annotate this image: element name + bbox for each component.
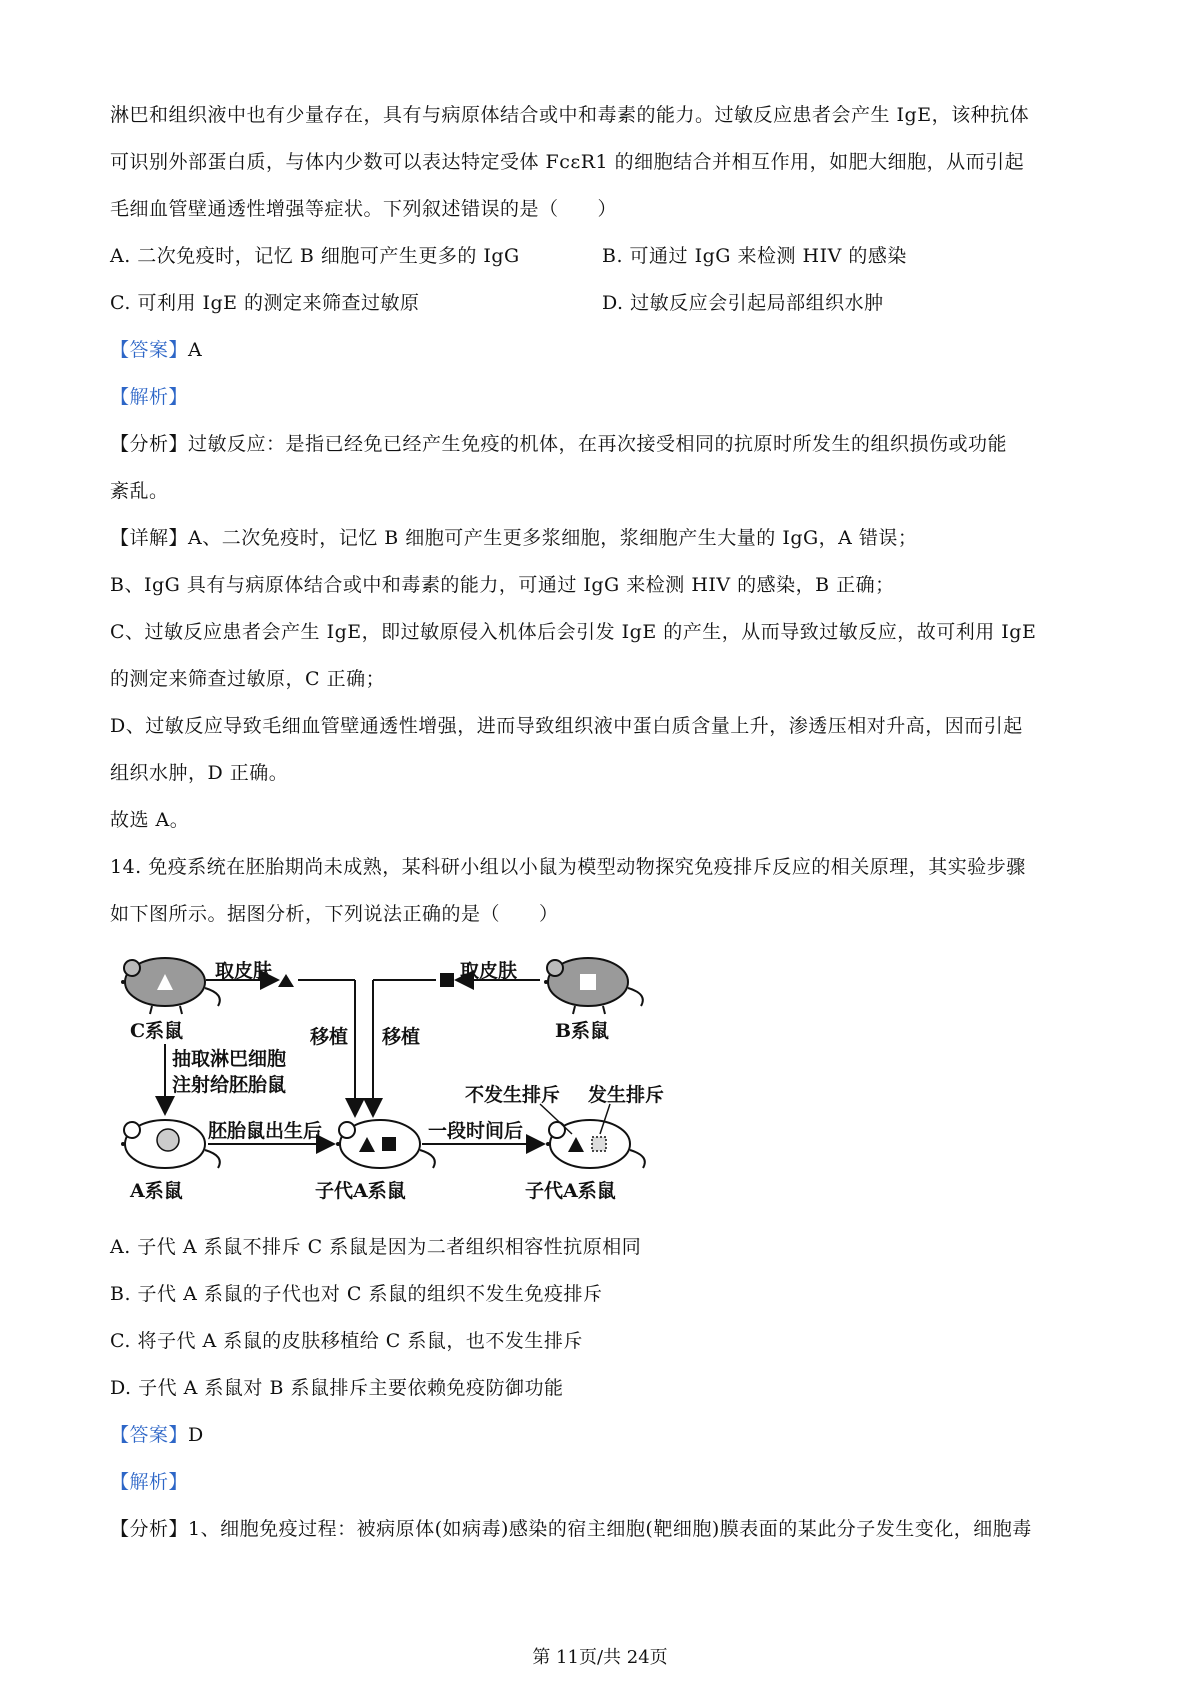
q14-jiexi	[110, 1459, 1100, 1506]
q13-xiangjie-line-2: B、IgG 具有与病原体结合或中和毒素的能力，可通过 IgG 来检测 HIV 的感染，B 正确；	[110, 574, 895, 596]
q13-stem-line-2: 可识别外部蛋白质，与体内少数可以表达特定受体 FcεR1 的细胞结合并相互作用，如肥大细胞，从而引起	[110, 151, 1025, 173]
offspring-a-mouse-rejection-icon	[546, 1120, 645, 1168]
q13-xiangjie-line-5: D、过敏反应导致毛细血管壁通透性增强，进而导致组织液中蛋白质含量上升，渗透压相对升高，因而引起	[110, 715, 1023, 737]
label-offspring-a-1: 子代A系鼠	[315, 1180, 406, 1202]
q13-answer	[110, 327, 1100, 374]
label-take-skin-left: 取皮肤	[215, 960, 273, 982]
q14-option-c: C. 将子代 A 系鼠的皮肤移植给 C 系鼠，也不发生排斥	[110, 1330, 583, 1352]
q13-option-c: C. 可利用 IgE 的测定来筛查过敏原	[110, 292, 420, 314]
label-b-mouse: B系鼠	[555, 1020, 610, 1042]
label-c-mouse: C系鼠	[130, 1020, 184, 1042]
q13-stem-line-3: 毛细血管壁通透性增强等症状。下列叙述错误的是（ ）	[110, 198, 618, 220]
answer-value: D	[188, 1424, 204, 1446]
label-transplant-left: 移植	[310, 1026, 349, 1048]
answer-tag: 【答案】	[110, 339, 189, 361]
label-a-mouse: A系鼠	[130, 1180, 183, 1202]
label-rejection: 发生排斥	[588, 1084, 665, 1106]
q13-xiangjie-line-3: C、过敏反应患者会产生 IgE，即过敏原侵入机体后会引发 IgE 的产生，从而导致过敏反应，故可利用 IgE	[110, 621, 1037, 643]
q13-option-a: A. 二次免疫时，记忆 B 细胞可产生更多的 IgG	[110, 245, 520, 267]
q14-experiment-figure	[110, 944, 710, 1224]
fenxi-text: 1、细胞免疫过程：被病原体(如病毒)感染的宿主细胞(靶细胞)膜表面的某此分子发生变化，细胞毒	[188, 1518, 1032, 1540]
xiangjie-tag: 【详解】	[110, 527, 189, 549]
fenxi-tag: 【分析】	[110, 1518, 189, 1540]
b-mouse-icon	[544, 958, 643, 1014]
jiexi-tag: 【解析】	[110, 1471, 189, 1493]
q13-fenxi-line-2: 紊乱。	[110, 480, 169, 502]
xiangjie-text: A、二次免疫时，记忆 B 细胞可产生更多浆细胞，浆细胞产生大量的 IgG，A 错误；	[188, 527, 918, 549]
label-inject-line-2: 注射给胚胎鼠	[172, 1074, 287, 1096]
q13-options-row-2	[110, 280, 1100, 327]
label-inject-line-1: 抽取淋巴细胞	[172, 1048, 287, 1070]
q13-jiexi	[110, 374, 1100, 421]
label-transplant-right: 移植	[382, 1026, 421, 1048]
a-mouse-icon	[121, 1120, 220, 1168]
q14-option-d: D. 子代 A 系鼠对 B 系鼠排斥主要依赖免疫防御功能	[110, 1377, 564, 1399]
q14-stem-line-2: 如下图所示。据图分析，下列说法正确的是（ ）	[110, 903, 559, 925]
label-offspring-a-2: 子代A系鼠	[525, 1180, 616, 1202]
q13-conclusion: 故选 A。	[110, 809, 190, 831]
q14-stem-line-1: 14. 免疫系统在胚胎期尚未成熟，某科研小组以小鼠为模型动物探究免疫排斥反应的相关原理，其实验步骤	[110, 856, 1026, 878]
page-footer: 第 11页/共 24页	[532, 1647, 668, 1668]
label-after-time: 一段时间后	[428, 1120, 524, 1142]
c-mouse-icon	[121, 958, 220, 1014]
q13-options-row-1	[110, 233, 1100, 280]
answer-value: A	[188, 339, 203, 361]
label-take-skin-right: 取皮肤	[460, 960, 518, 982]
offspring-a-mouse-icon	[336, 1120, 435, 1168]
q13-option-b: B. 可通过 IgG 来检测 HIV 的感染	[602, 245, 907, 267]
label-no-rejection: 不发生排斥	[465, 1084, 561, 1106]
q14-option-b: B. 子代 A 系鼠的子代也对 C 系鼠的组织不发生免疫排斥	[110, 1283, 603, 1305]
q13-stem-line-1: 淋巴和组织液中也有少量存在，具有与病原体结合或中和毒素的能力。过敏反应患者会产生 IgE，该种抗体	[110, 104, 1030, 126]
label-after-birth: 胚胎鼠出生后	[208, 1120, 323, 1142]
q13-option-d: D. 过敏反应会引起局部组织水肿	[602, 292, 884, 314]
jiexi-tag: 【解析】	[110, 386, 189, 408]
q13-xiangjie-line-4: 的测定来筛查过敏原，C 正确；	[110, 668, 386, 690]
fenxi-text: 过敏反应：是指已经免已经产生免疫的机体，在再次接受相同的抗原时所发生的组织损伤或功能	[188, 433, 1008, 455]
answer-tag: 【答案】	[110, 1424, 189, 1446]
page-content	[110, 92, 1100, 1553]
q13-fenxi-line-1	[110, 421, 1100, 468]
q14-answer	[110, 1412, 1100, 1459]
fenxi-tag: 【分析】	[110, 433, 189, 455]
q13-xiangjie-line-1	[110, 515, 1100, 562]
q14-option-a: A. 子代 A 系鼠不排斥 C 系鼠是因为二者组织相容性抗原相同	[110, 1236, 642, 1258]
q13-xiangjie-line-6: 组织水肿，D 正确。	[110, 762, 289, 784]
q14-fenxi-line-1	[110, 1506, 1100, 1553]
